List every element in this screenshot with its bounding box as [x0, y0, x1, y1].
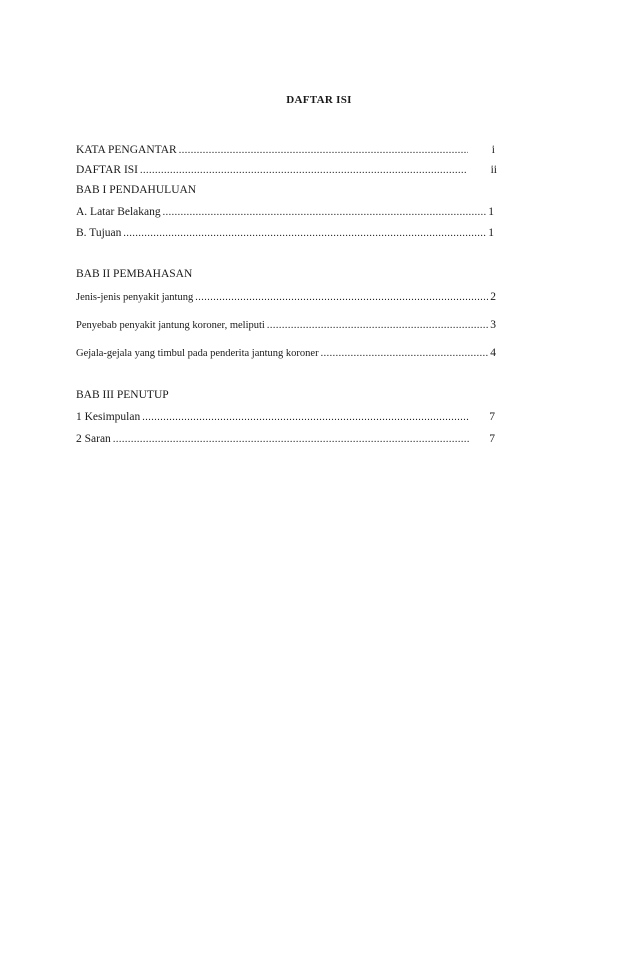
dot-leader: [163, 206, 487, 220]
page-title: DAFTAR ISI: [286, 94, 352, 106]
toc-entry-kesimpulan: [76, 410, 495, 425]
toc-entry-penyebab: [76, 318, 496, 333]
toc-entry-label: DAFTAR ISI: [76, 164, 139, 176]
toc-entry-saran: [76, 432, 495, 447]
toc-page-number: 4: [490, 347, 496, 359]
toc-entry-gejala: [76, 346, 496, 361]
toc-page-number: ii: [490, 164, 497, 176]
dot-leader: [179, 144, 468, 158]
dot-leader: [113, 433, 469, 447]
dot-leader: [142, 411, 469, 425]
toc-page-number: 2: [490, 291, 496, 303]
toc-entry-label: 1 Kesimpulan: [76, 411, 141, 423]
toc-entry-label: 2 Saran: [76, 433, 111, 445]
toc-page-number: 7: [489, 411, 495, 423]
dot-leader: [140, 164, 467, 178]
toc-entry-latar-belakang: [76, 205, 494, 220]
dot-leader: [267, 319, 488, 333]
dot-leader: [123, 227, 486, 241]
toc-page-number: 7: [489, 433, 495, 445]
toc-page-number: i: [491, 144, 495, 156]
toc-entry-label: Gejala-gejala yang timbul pada penderita jantung koroner: [76, 348, 319, 359]
section-heading-bab-2: BAB II PEMBAHASAN: [76, 268, 193, 280]
toc-entry-daftar-isi: [76, 163, 497, 178]
dot-leader: [321, 347, 489, 361]
toc-page-number: 1: [488, 227, 494, 239]
toc-entry-label: A. Latar Belakang: [76, 206, 161, 218]
toc-entry-jenis-penyakit: [76, 290, 496, 305]
toc-entry-label: B. Tujuan: [76, 227, 122, 239]
toc-entry-label: Penyebab penyakit jantung koroner, meliputi: [76, 320, 265, 331]
toc-entry-label: Jenis-jenis penyakit jantung: [76, 292, 194, 303]
toc-page-number: 3: [490, 319, 496, 331]
section-heading-bab-3: BAB III PENUTUP: [76, 389, 169, 401]
toc-entry-tujuan: [76, 226, 494, 241]
toc-entry-label: KATA PENGANTAR: [76, 144, 177, 156]
dot-leader: [195, 291, 488, 305]
section-heading-bab-1: BAB I PENDAHULUAN: [76, 184, 197, 196]
toc-entry-kata-pengantar: [76, 143, 495, 158]
toc-page-number: 1: [488, 206, 494, 218]
